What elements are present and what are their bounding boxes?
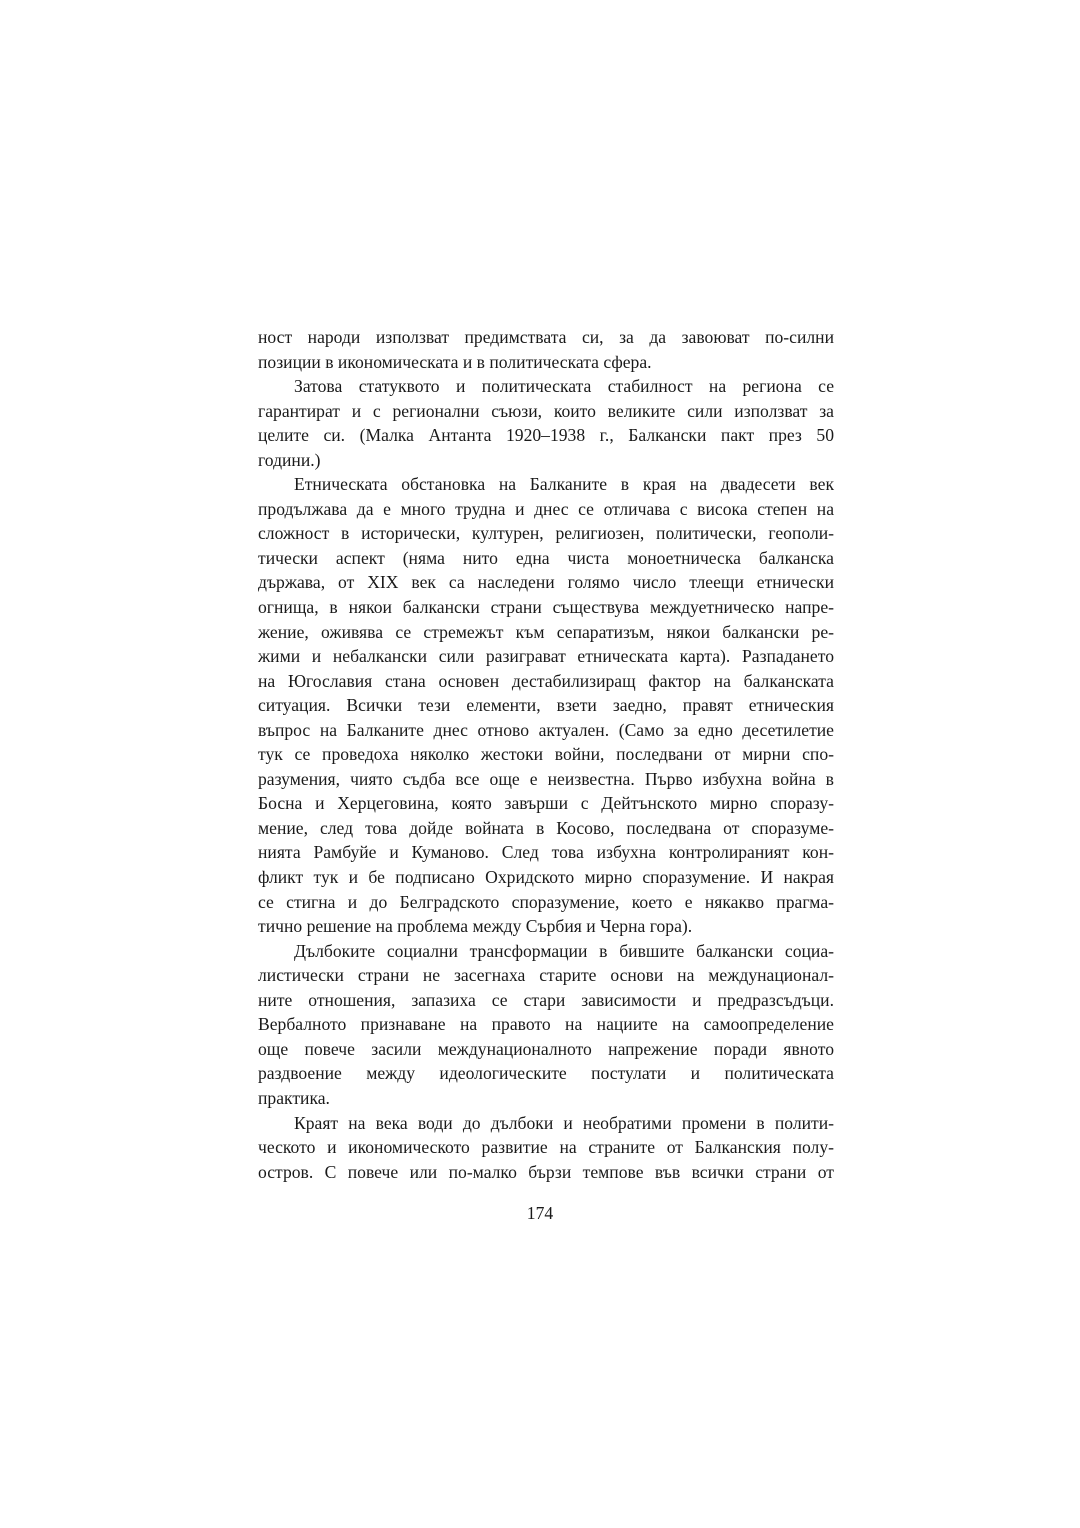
- text-line: на Югославия стана основен дестабилизиращ фактор на балканската: [258, 670, 834, 691]
- text-line: листически страни не засегнаха старите основи на междунационал-: [258, 965, 834, 986]
- paragraph: [258, 939, 834, 1111]
- text-line: сложност в исторически, културен, религиозен, политически, геополи-: [258, 523, 834, 544]
- text-line: въпрос на Балканите днес отново актуален. (Само за едно десетилетие: [258, 719, 834, 740]
- text-line: се стигна и до Белградското споразумение, което е някакво прагма-: [258, 891, 834, 912]
- text-line: Затова статуквото и политическата стабилност на региона се: [294, 376, 834, 397]
- text-line: разумения, чиято съдба все още е неизвестна. Първо избухна война в: [258, 768, 834, 789]
- text-line: практика.: [258, 1087, 330, 1108]
- text-line: ческото и икономическото развитие на страните от Балканския полу-: [258, 1137, 834, 1158]
- text-line: Краят на века води до дълбоки и необратими промени в полити-: [294, 1112, 834, 1133]
- text-line: мение, след това дойде войната в Косово, последвана от споразуме-: [258, 817, 834, 838]
- text-line: тук се проведоха няколко жестоки войни, последвани от мирни спо-: [258, 744, 834, 765]
- paragraph: [258, 325, 834, 374]
- text-line: Дълбоките социални трансформации в бившите балкански социа-: [294, 940, 834, 961]
- text-line: още повече засили междунационалното напрежение поради явното: [258, 1038, 834, 1059]
- paragraph: [258, 374, 834, 472]
- body-text: [258, 325, 834, 1184]
- text-line: жение, оживява се стремежът към сепаратизъм, някои балкански ре-: [258, 621, 834, 642]
- paragraph: [258, 472, 834, 938]
- text-line: тически аспект (няма нито една чиста моноетническа балканска: [258, 547, 834, 568]
- text-line: години.): [258, 449, 321, 470]
- text-line: Босна и Херцеговина, която завърши с Дейтънското мирно споразу-: [258, 793, 834, 814]
- text-line: ситуация. Всички тези елементи, взети заедно, правят етническия: [258, 695, 834, 716]
- text-line: жими и небалкански сили разиграват етническата карта). Разпадането: [258, 646, 834, 667]
- text-line: целите си. (Малка Антанта 1920–1938 г., Балкански пакт през 50: [258, 425, 834, 446]
- text-line: огнища, в някои балкански страни съществува междуетническо напре-: [258, 597, 834, 618]
- text-line: остров. С повече или по-малко бързи темпове във всички страни от: [258, 1161, 834, 1182]
- text-line: ните отношения, запазиха се стари зависимости и предразсъдъци.: [258, 989, 834, 1010]
- text-line: държава, от XIX век са наследени голямо число тлеещи етнически: [258, 572, 834, 593]
- text-line: тично решение на проблема между Сърбия и Черна гора).: [258, 916, 693, 937]
- text-line: фликт тук и бе подписано Охридското мирно споразумение. И накрая: [258, 867, 834, 888]
- text-line: гарантират и с регионални съюзи, които великите сили използват за: [258, 400, 834, 421]
- text-line: ност народи използват предимствата си, за да завоюват по-силни: [258, 327, 834, 347]
- text-line: раздвоение между идеологическите постулати и политическата: [258, 1063, 834, 1084]
- text-line: Етническата обстановка на Балканите в края на двадесети век: [294, 474, 834, 495]
- text-line: продължава да е много трудна и днес се отличава с висока степен на: [258, 498, 834, 519]
- text-line: позиции в икономическата и в политическата сфера.: [258, 351, 652, 372]
- text-line: Вербалното признаване на правото на нациите на самоопределение: [258, 1014, 834, 1035]
- text-line: нията Рамбуйе и Куманово. След това избухна контролираният кон-: [258, 842, 834, 863]
- page-number: 174: [526, 1203, 554, 1223]
- paragraph: [258, 1111, 834, 1185]
